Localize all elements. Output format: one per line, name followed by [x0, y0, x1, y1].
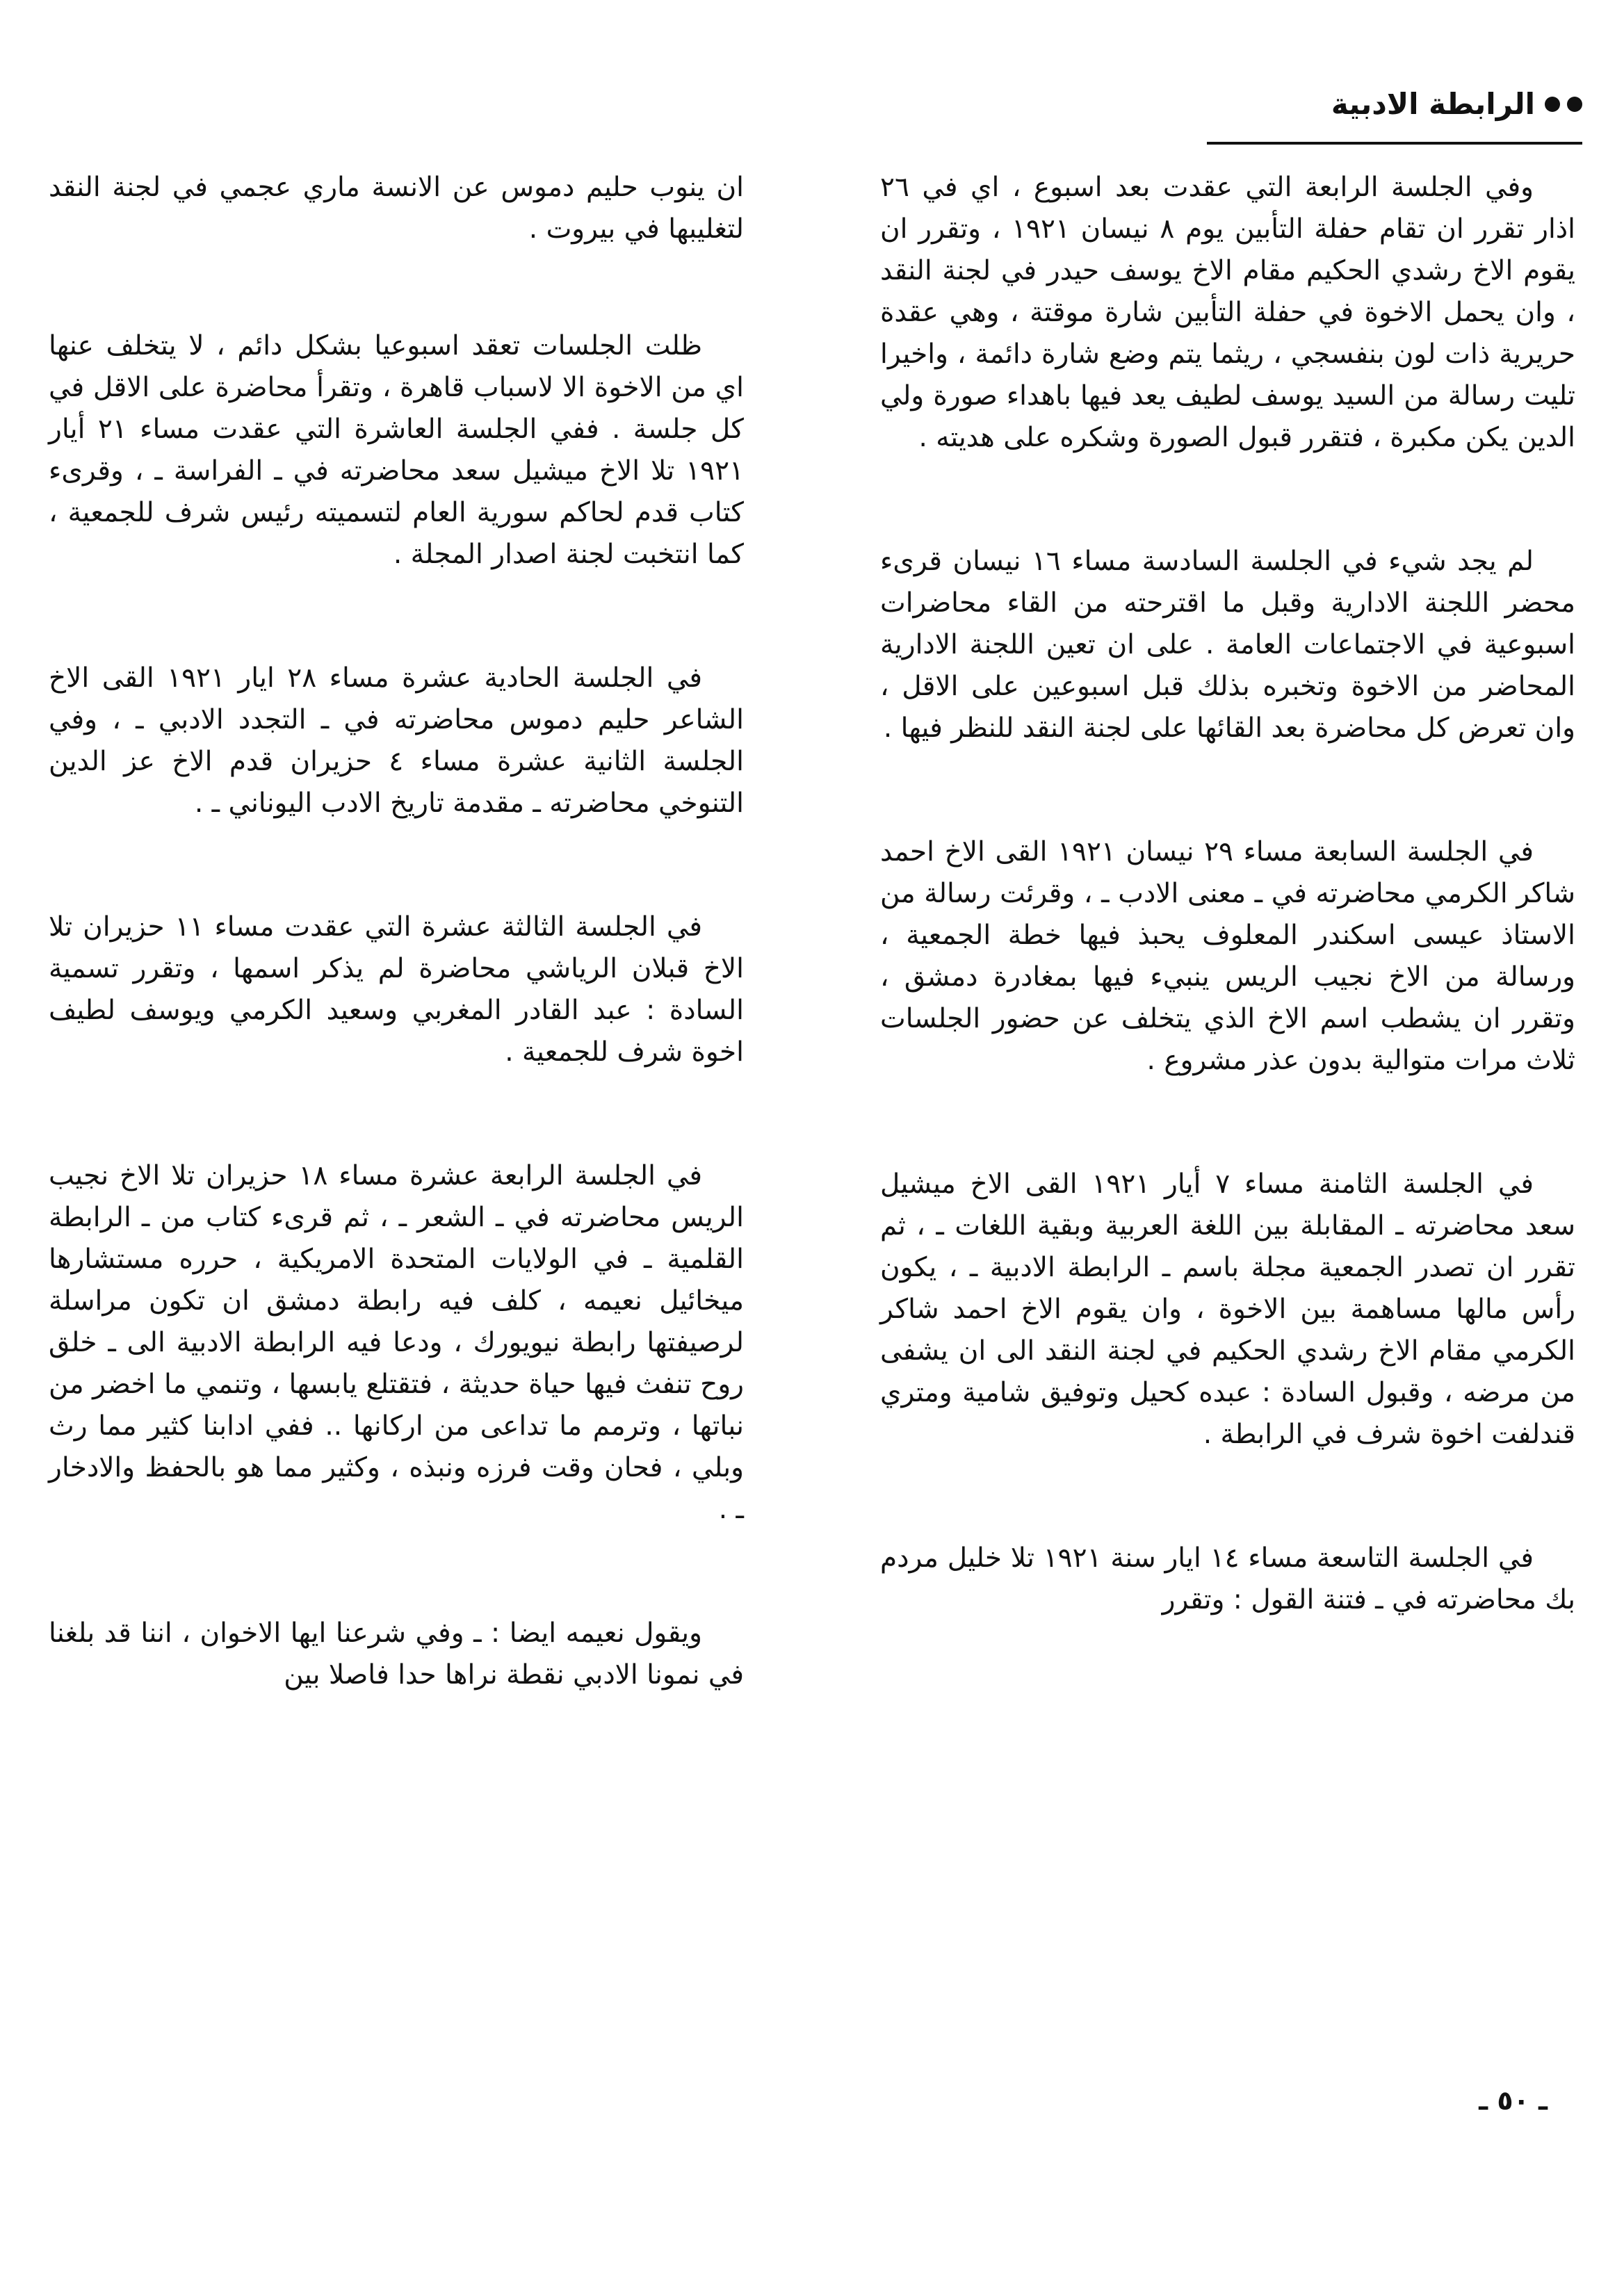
journal-title: الرابطة الادبية	[1331, 87, 1535, 121]
paragraph: ان ينوب حليم دموس عن الانسة ماري عجمي في لجنة النقد لتغليبها في بيروت .	[49, 172, 744, 245]
paragraph: في الجلسة السابعة مساء ٢٩ نيسان ١٩٢١ القى الاخ احمد شاكر الكرمي محاضرته في ـ معنى الادب ـ ، وقرئت رسالة من الاستاذ عيسى اسكندر المعلوف يحبذ فيها خطة الجمعية ، ورسالة من الاخ نجيب الريس ينبيء فيها بمغادرة دمشق ، وتقرر ان يشطب اسم الاخ الذي يتخلف عن حضور الجلسات ثلاث مرات متوالية بدون عذر مشروع .	[880, 836, 1575, 1076]
running-title	[1331, 83, 1582, 125]
header-divider	[1207, 142, 1582, 145]
paragraph: ظلت الجلسات تعقد اسبوعيا بشكل دائم ، لا يتخلف عنها اي من الاخوة الا لاسباب قاهرة ، وتقرأ محاضرة على الاقل في كل جلسة . ففي الجلسة العاشرة التي عقدت مساء ٢١ أيار ١٩٢١ تلا الاخ ميشيل سعد محاضرته في ـ الفراسة ـ ، وقرىء كتاب قدم لحاكم سورية العام لتسميته رئيس شرف للجمعية ، كما انتخبت لجنة اصدار المجلة .	[49, 330, 744, 570]
paragraph: في الجلسة الثالثة عشرة التي عقدت مساء ١١ حزيران تلا الاخ قبلان الرياشي محاضرة لم يذكر اسمها ، وتقرر تسمية السادة : عبد القادر المغربي وسعيد الكرمي ويوسف لطيف اخوة شرف للجمعية .	[49, 911, 744, 1068]
left-column	[49, 167, 744, 1778]
paragraph: ويقول نعيمه ايضا : ـ وفي شرعنا ايها الاخوان ، اننا قد بلغنا في نمونا الادبي نقطة نراها حدا فاصلا بين	[49, 1618, 744, 1691]
paragraph: لم يجد شيء في الجلسة السادسة مساء ١٦ نيسان قرىء محضر اللجنة الادارية وقبل ما اقترحته من القاء محاضرات اسبوعية في الاجتماعات العامة . على ان تعين اللجنة الادارية المحاضر من الاخوة وتخبره بذلك قبل اسبوعين على الاقل ، وان تعرض كل محاضرة بعد القائها على لجنة النقد للنظر فيها .	[880, 546, 1575, 744]
page-number: ـ ٥٠ ـ	[1479, 2085, 1548, 2116]
paragraph: في الجلسة التاسعة مساء ١٤ ايار سنة ١٩٢١ تلا خليل مردم بك محاضرته في ـ فتنة القول : وتقرر	[880, 1542, 1575, 1615]
paragraph: في الجلسة الثامنة مساء ٧ أيار ١٩٢١ القى الاخ ميشيل سعد محاضرته ـ المقابلة بين اللغة العربية وبقية اللغات ـ ، ثم تقرر ان تصدر الجمعية مجلة باسم ـ الرابطة الادبية ـ ، يكون رأس مالها مساهمة بين الاخوة ، وان يقوم الاخ احمد شاكر الكرمي مقام الاخ رشدي الحكيم في لجنة النقد الى ان يشفى من مرضه ، وقبول السادة : عبده كحيل وتوفيق شامية ومتري قندلفت اخوة شرف في الرابطة .	[880, 1168, 1575, 1450]
paragraph: وفي الجلسة الرابعة التي عقدت بعد اسبوع ، اي في ٢٦ اذار تقرر ان تقام حفلة التأبين يوم ٨ نيسان ١٩٢١ ، وتقرر ان يقوم الاخ رشدي الحكيم مقام الاخ يوسف حيدر في لجنة النقد ، وان يحمل الاخوة في حفلة التأبين شارة موقتة ، وهي عقدة حريرية ذات لون بنفسجي ، ريثما يتم وضع شارة دائمة ، واخيرا تليت رسالة من السيد يوسف لطيف يعد فيها باهداء صورة ولي الدين يكن مكبرة ، فتقرر قبول الصورة وشكره على هديته .	[880, 172, 1575, 453]
right-column	[880, 167, 1575, 1703]
paragraph: في الجلسة الرابعة عشرة مساء ١٨ حزيران تلا الاخ نجيب الريس محاضرته في ـ الشعر ـ ، ثم قرىء كتاب من ـ الرابطة القلمية ـ في الولايات المتحدة الامريكية ، حرره مستشارها ميخائيل نعيمه ، كلف فيه رابطة دمشق ان تكون مراسلة لرصيفتها رابطة نيويورك ، ودعا فيه الرابطة الادبية الى ـ خلق روح تنفث فيها حياة حديثة ، فتقتلع يابسها ، وتنمي ما اخضر من نباتها ، وترمم ما تداعى من اركانها .. ففي ادابنا كثير مما رث وبلي ، فحان وقت فرزه ونبذه ، وكثير مما هو بالحفظ والادخار ـ .	[49, 1160, 744, 1525]
paragraph: في الجلسة الحادية عشرة مساء ٢٨ ايار ١٩٢١ القى الاخ الشاعر حليم دموس محاضرته في ـ التجدد الادبي ـ ، وفي الجلسة الثانية عشرة مساء ٤ حزيران قدم الاخ عز الدين التنوخي محاضرته ـ مقدمة تاريخ الادب اليوناني ـ .	[49, 662, 744, 819]
page-header	[1207, 83, 1582, 125]
bullet-icon	[1545, 97, 1582, 112]
